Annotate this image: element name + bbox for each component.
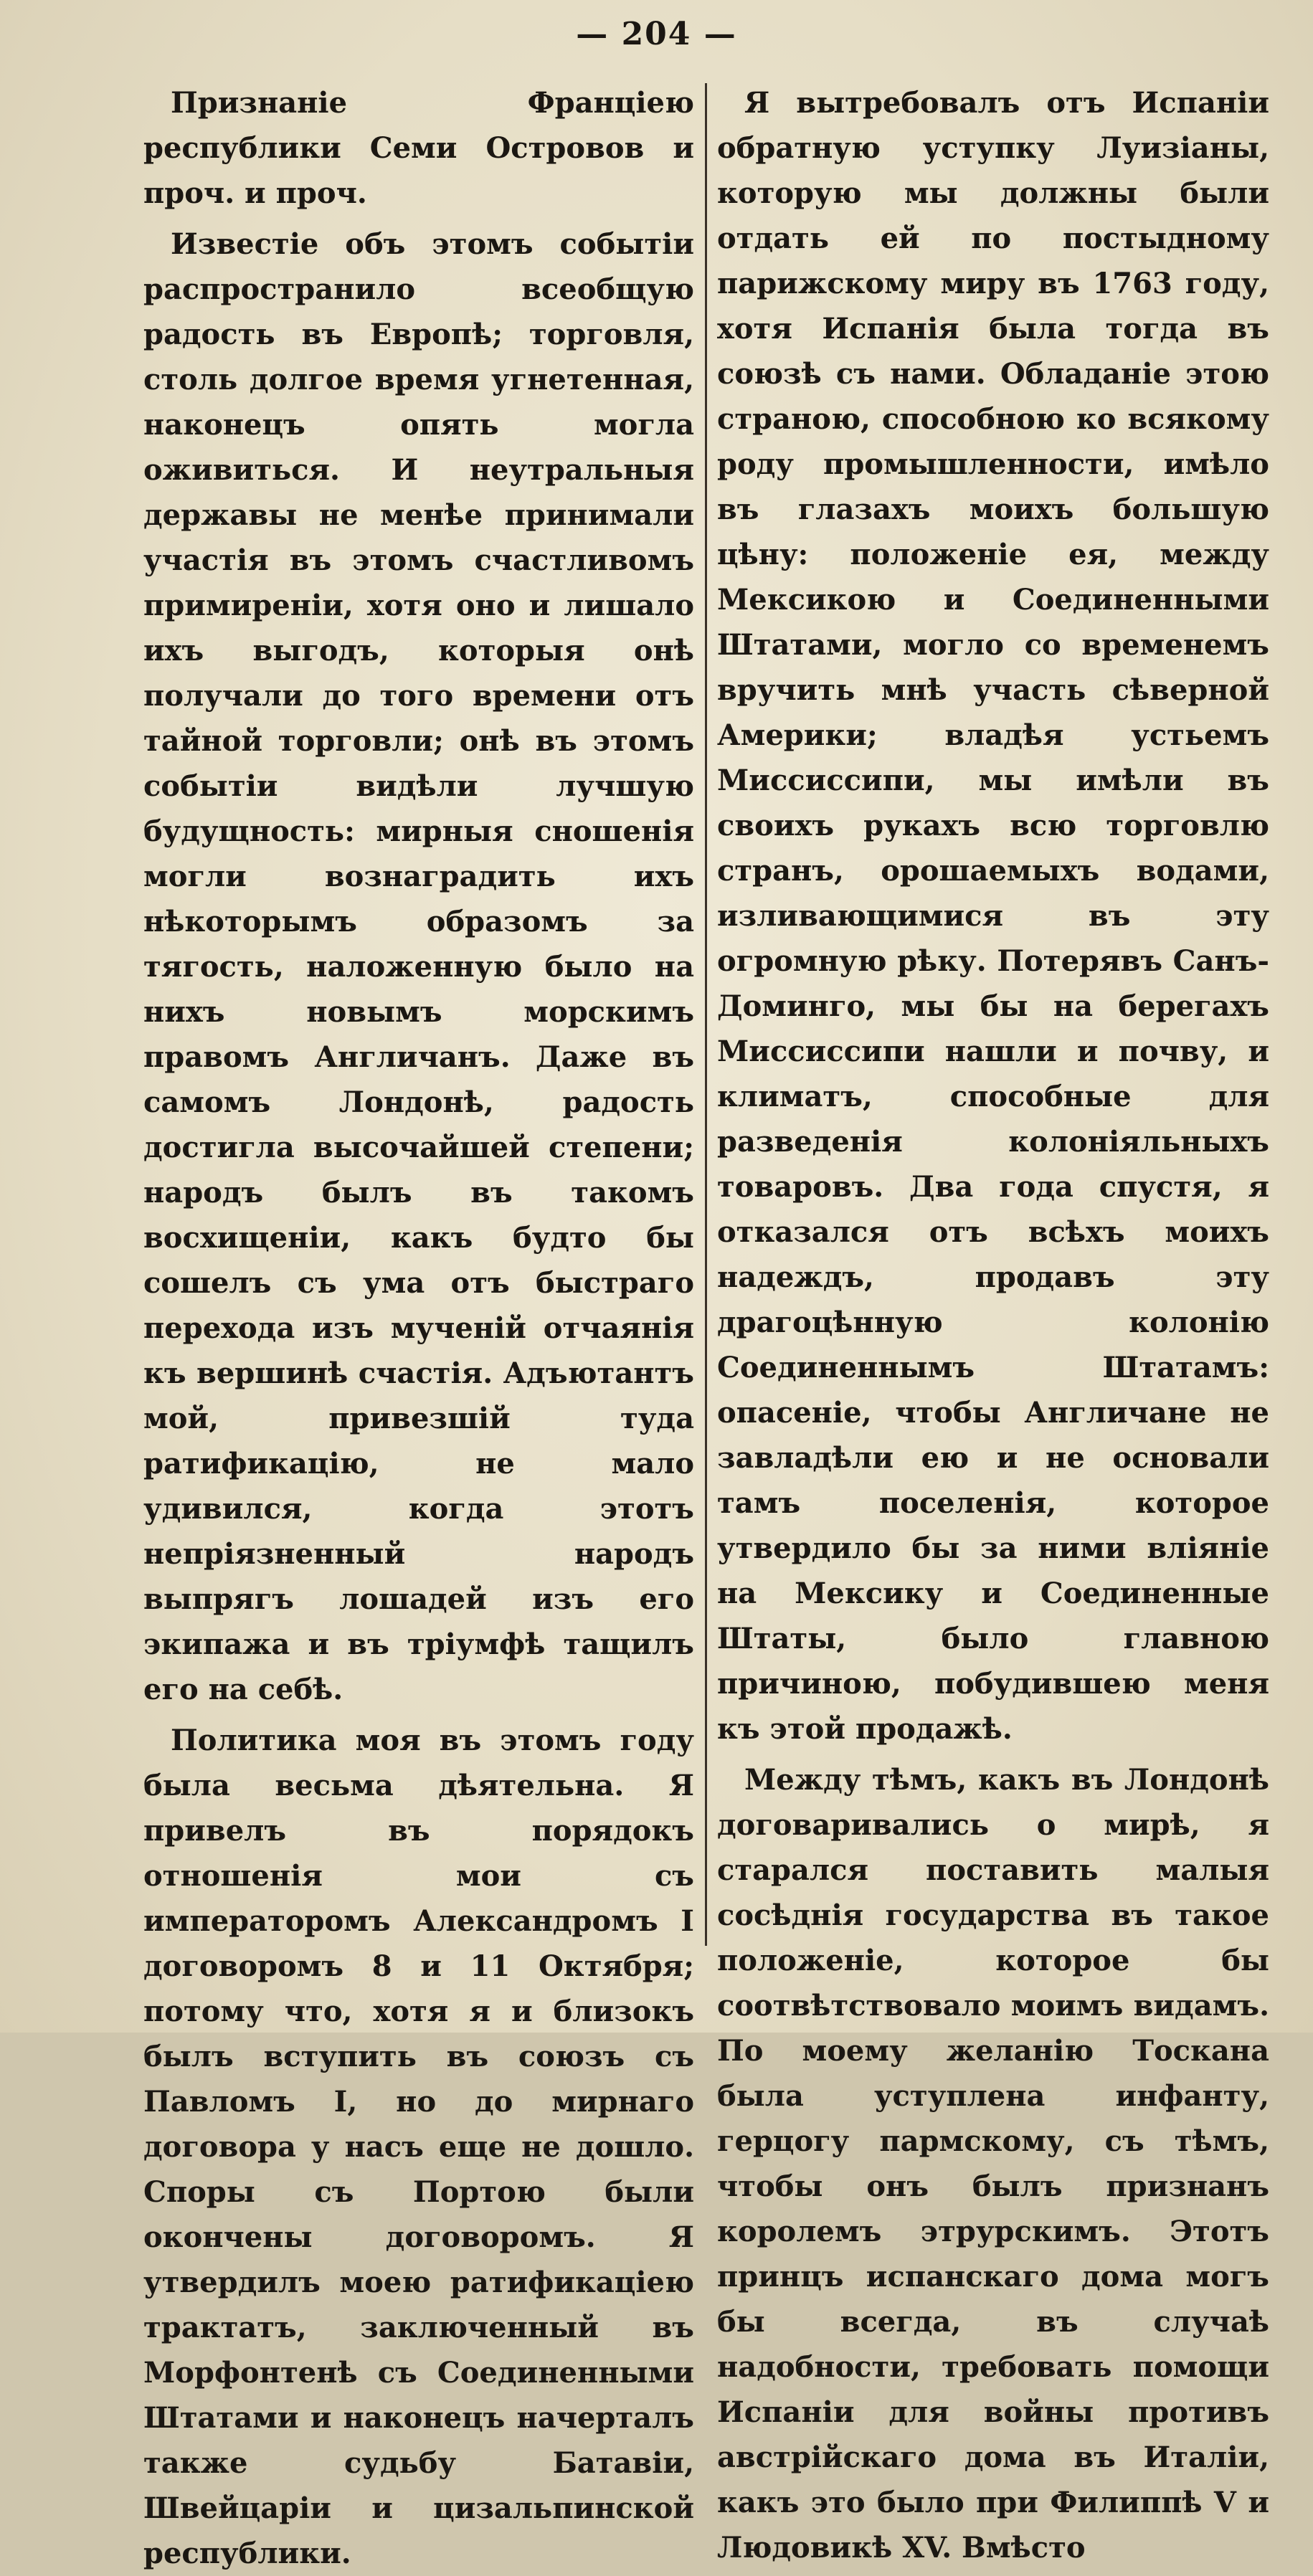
paragraph: Известіе объ этомъ событіи распространило всеобщую радость въ Европѣ; торговля, столь долгое время угнетенная, наконецъ опять могла оживиться. И неутральныя державы не менѣе принимали участія въ этомъ счастливомъ примиреніи, хотя оно и лишало ихъ выгодъ, которыя онѣ получали до того времени отъ тайной торговли; онѣ въ этомъ событіи видѣли лучшую будущность: мирныя сношенія могли вознаградить ихъ нѣкоторымъ образомъ за тягость, наложенную было на нихъ новымъ морскимъ правомъ Англичанъ. Даже въ самомъ Лондонѣ, радость достигла высочайшей степени; народъ былъ въ такомъ восхищеніи, какъ будто бы сошелъ съ ума отъ быстраго перехода изъ мученій отчаянія къ вершинѣ счастія. Адъютантъ мой, привезшій туда ратификацію, не мало удивился, когда этотъ непріязненный народъ выпрягъ лошадей изъ его экипажа и въ тріумфѣ тащилъ его на себѣ.: [143, 227, 694, 1706]
column-divider: [705, 83, 707, 1946]
paragraph: Признаніе Франціею республики Семи Островов и проч. и проч.: [143, 86, 694, 210]
page-number: — 204 —: [576, 16, 737, 52]
paragraph: Я вытребовалъ отъ Испаніи обратную уступку Луизіаны, которую мы должны были отдать ей по постыдному парижскому миру въ 1763 году, хотя Испанія была тогда въ союзѣ съ нами. Обладаніе этою страною, способною ко всякому роду промышленности, имѣло въ глазахъ моихъ большую цѣну: положеніе ея, между Мексикою и Соединенными Штатами, могло со временемъ вручить мнѣ участь сѣверной Америки; владѣя устьемъ Миссиссипи, мы имѣли въ своихъ рукахъ всю торговлю странъ, орошаемыхъ водами, изливающимися въ эту огромную рѣку. Потерявъ Санъ-Доминго, мы бы на берегахъ Миссиссипи нашли и почву, и климатъ, способные для разведенія колоніяльныхъ товаровъ. Два года спустя, я отказался отъ всѣхъ моихъ надеждъ, продавъ эту драгоцѣнную колонію Соединеннымъ Штатамъ: опасеніе, чтобы Англичане не завладѣли ею и не основали тамъ поселенія, которое утвердило бы за ними вліяніе на Мексику и Соединенные Штаты, было главною причиною, побудившею меня къ этой продажѣ.: [717, 86, 1269, 1746]
right-column: [717, 80, 1269, 2565]
left-column: [143, 80, 694, 2570]
paragraph: Политика моя въ этомъ году была весьма дѣятельна. Я привелъ въ порядокъ отношенія мои съ императоромъ Александромъ I договоромъ 8 и 11 Октября; потому что, хотя я и близокъ былъ вступить въ союзъ съ Павломъ I, но до мирнаго договора у насъ еще не дошло. Споры съ Портою были окончены договоромъ. Я утвердилъ моею ратификаціею трактатъ, заключенный въ Морфонтенѣ съ Соединенными Штатами и наконецъ начерталъ также судьбу Батавіи, Швейцаріи и цизальпинской республики.: [143, 1724, 694, 2570]
paragraph: Между тѣмъ, какъ въ Лондонѣ договаривались о мирѣ, я старался поставить малыя сосѣднія государства въ такое положеніе, которое бы соотвѣтствовало моимъ видамъ. По моему желанію Тоскана была уступлена инфанту, герцогу пармскому, съ тѣмъ, чтобы онъ былъ признанъ королемъ этрурскимъ. Этотъ принцъ испанскаго дома могъ бы всегда, въ случаѣ надобности, требовать помощи Испаніи для войны противъ австрійскаго дома въ Италіи, какъ это было при Филиппѣ V и Людовикѣ XV. Вмѣсто: [717, 1763, 1269, 2565]
